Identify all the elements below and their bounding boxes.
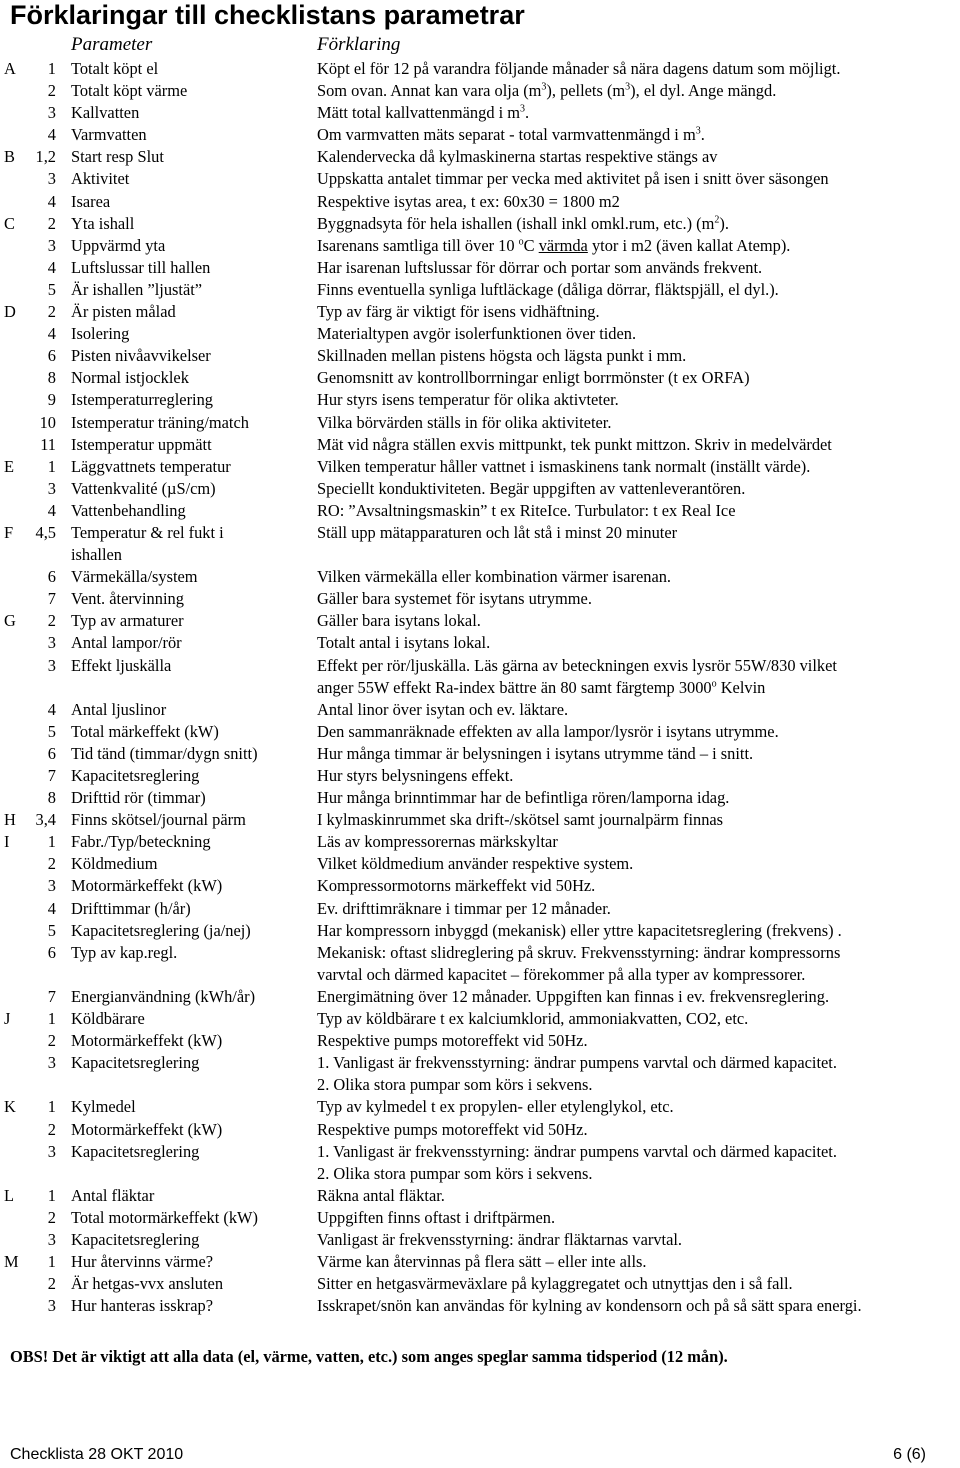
table-row [0,1096,960,1118]
table-row [0,301,960,323]
parameter-name: Typ av armaturer [71,611,184,631]
parameter-name: Vent. återvinning [71,589,184,609]
table-row [0,831,960,853]
table-row [0,124,960,146]
parameter-name: Kapacitetsreglering [71,1229,200,1249]
parameter-explanation: Värme kan återvinnas på flera sätt – eller inte alls. [317,1252,647,1272]
item-number: 1 [47,59,56,78]
parameter-explanation: Vilka börvärden ställs in för olika aktiviteter. [317,412,612,432]
item-number: 3 [47,169,56,189]
table-row [0,1273,960,1295]
item-number: 4,5 [35,522,56,542]
parameter-explanation: Gäller bara isytans lokal. [317,611,481,631]
parameter-name: Vattenbehandling [71,500,186,520]
section-letter: B [4,147,15,167]
parameter-name: Är hetgas-vvx ansluten [71,1274,224,1294]
item-number: 3,4 [35,810,56,830]
table-row [0,721,960,743]
table-row [0,168,960,190]
parameter-explanation: Kalendervecka då kylmaskinerna startas respektive stängs av [317,147,718,167]
parameter-name: Kapacitetsreglering [71,1053,200,1073]
parameter-name: Finns skötsel/journal pärm [71,810,246,830]
table-row [0,765,960,787]
table-row [0,102,960,124]
item-number: 6 [47,346,56,366]
item-number: 7 [47,589,56,609]
item-number: 4 [47,125,56,145]
parameter-explanation: Ställ upp mätapparaturen och låt stå i minst 20 minuter [317,522,678,542]
parameter-name: Hur återvinns värme? [71,1252,213,1272]
item-number: 2 [47,854,56,874]
section-letter: J [4,1009,11,1029]
section-letter: E [4,456,15,476]
table-row [0,1030,960,1052]
table-row [0,323,960,345]
item-number: 9 [47,390,56,410]
item-number: 3 [47,876,56,896]
parameter-explanation: Antal linor över isytan och ev. läktare. [317,699,569,719]
item-number: 3 [47,103,56,123]
parameter-explanation: I kylmaskinrummet ska drift-/skötsel samt journalpärm finnas [317,810,724,830]
table-row [0,522,960,566]
parameter-explanation: Energimätning över 12 månader. Uppgiften kan finnas i ev. frekvensreglering. [317,986,830,1006]
section-letter: A [4,59,16,78]
item-number: 2 [47,1031,56,1051]
item-number: 4 [47,191,56,211]
item-number: 1 [47,1185,56,1205]
parameter-explanation: Skillnaden mellan pistens högsta och lägsta punkt i mm. [317,346,687,366]
table-row [0,80,960,102]
item-number: 8 [47,788,56,808]
table-row [0,456,960,478]
table-row [0,920,960,942]
parameter-explanation: Totalt antal i isytans lokal. [317,633,491,653]
table-row [0,986,960,1008]
table-row [0,367,960,389]
table-row [0,1229,960,1251]
parameter-name: Är pisten målad [71,302,176,322]
parameter-name: Yta ishall [71,213,135,233]
parameter-name: Kylmedel [71,1097,136,1117]
table-row [0,213,960,235]
parameter-explanation: Gäller bara systemet för isytans utrymme. [317,589,592,609]
item-number: 3 [47,655,56,675]
parameter-explanation: Hur många timmar är belysningen i isytans utrymme tänd – i snitt. [317,743,754,763]
parameter-name: Läggvattnets temperatur [71,456,231,476]
parameter-name: Aktivitet [71,169,130,189]
item-number: 1 [47,456,56,476]
table-row [0,257,960,279]
table-row [0,566,960,588]
section-letter: L [4,1185,15,1205]
parameter-name: Tid tänd (timmar/dygn snitt) [71,743,258,763]
parameter-explanation: Finns eventuella synliga luftläckage (dåliga dörrar, fläktspjäll, el dyl.). [317,279,779,299]
section-letter: M [4,1252,19,1272]
item-number: 4 [47,324,56,344]
parameter-name: Motormärkeffekt (kW) [71,1031,223,1051]
table-row [0,345,960,367]
section-letter: F [4,522,14,542]
item-number: 7 [47,986,56,1006]
parameter-name: Varmvatten [71,125,147,145]
footer-page-number: 6 (6) [893,1446,926,1463]
parameter-explanation: Läs av kompressorernas märkskyltar [317,832,558,852]
parameter-explanation: Materialtypen avgör isolerfunktionen över tiden. [317,324,637,344]
parameter-explanation: 1. Vanligast är frekvensstyrning: ändrar pumpens varvtal och därmed kapacitet. 2. Olika stora pumpar som körs i sekvens. [317,1141,837,1183]
parameter-name: Antal fläktar [71,1185,155,1205]
parameter-name: Effekt ljuskälla [71,655,172,675]
table-row [0,809,960,831]
parameter-name: Motormärkeffekt (kW) [71,876,223,896]
parameter-name: Temperatur & rel fukt i ishallen [71,522,224,565]
parameter-name: Uppvärmd yta [71,235,166,255]
parameter-name: Vattenkvalité (µS/cm) [71,478,216,498]
column-header-explanation: Förklaring [317,34,401,55]
table-row [0,853,960,875]
item-number: 3 [47,1053,56,1073]
parameter-explanation: Effekt per rör/ljuskälla. Läs gärna av beteckningen exvis lysrör 55W/830 vilket anger 55W effekt Ra-index bättre än 80 samt färgtemp 3000$^o$ Kelvin [317,655,837,697]
parameter-explanation: Respektive pumps motoreffekt vid 50Hz. [317,1031,588,1051]
parameter-name: Totalt köpt värme [71,81,188,101]
item-number: 3 [47,478,56,498]
parameter-name: Istemperatur träning/match [71,412,249,432]
section-letter: K [4,1097,16,1117]
table-row [0,1185,960,1207]
item-number: 2 [47,611,56,631]
parameter-name: Drifttimmar (h/år) [71,898,191,918]
table-row [0,1119,960,1141]
parameter-name: Istemperatur uppmätt [71,434,212,454]
item-number: 5 [47,920,56,940]
table-row [0,898,960,920]
parameter-explanation: RO: ”Avsaltningsmaskin” t ex RiteIce. Turbulator: t ex Real Ice [317,500,736,520]
parameter-name: Antal lampor/rör [71,633,182,653]
parameter-name: Isarea [71,191,111,211]
parameter-explanation: Uppskatta antalet timmar per vecka med aktivitet på isen i snitt över säsongen [317,169,829,189]
parameter-name: Normal istjocklek [71,368,189,388]
table-row [0,1207,960,1229]
item-number: 8 [47,368,56,388]
table-row [0,500,960,522]
parameter-name: Värmekälla/system [71,567,198,587]
parameter-explanation: Vanligast är frekvensstyrning: ändrar fläktarnas varvtal. [317,1229,683,1249]
parameter-name: Luftslussar till hallen [71,257,211,277]
parameter-name: Kapacitetsreglering (ja/nej) [71,920,251,940]
parameter-explanation: Vilket köldmedium använder respektive system. [317,854,634,874]
table-row [0,699,960,721]
item-number: 3 [47,1296,56,1316]
table-row [0,1141,960,1185]
parameter-name: Kapacitetsreglering [71,766,200,785]
parameter-explanation: Hur många brinntimmar har de befintliga rören/lamporna idag. [317,788,730,808]
note: OBS! Det är viktigt att alla data (el, värme, vatten, etc.) som anges speglar samma tidsperiod (12 mån). [10,1347,728,1366]
table-row [0,146,960,168]
parameter-explanation: 1. Vanligast är frekvensstyrning: ändrar pumpens varvtal och därmed kapacitet. 2. Olika stora pumpar som körs i sekvens. [317,1053,837,1095]
section-letter: H [4,810,16,830]
parameter-name: Total motormärkeffekt (kW) [71,1207,258,1227]
item-number: 3 [47,1141,56,1161]
parameter-name: Pisten nivåavvikelser [71,346,211,366]
section-letter: C [4,213,15,233]
item-number: 1 [47,1009,56,1029]
item-number: 4 [47,257,56,277]
parameter-explanation: Om varmvatten mäts separat - total varmvattenmängd i $m^3$. [317,125,705,145]
table-row [0,588,960,610]
table-row [0,942,960,986]
item-number: 6 [47,942,56,962]
section-letter: I [4,832,10,852]
parameter-explanation: Mät vid några ställen exvis mittpunkt, tek punkt mittzon. Skriv in medelvärdet [317,434,832,454]
item-number: 5 [47,721,56,741]
parameter-name: Köldmedium [71,854,158,874]
table-row [0,1008,960,1030]
parameter-name: Typ av kap.regl. [71,942,178,962]
item-number: 7 [47,766,56,785]
item-number: 6 [47,743,56,763]
parameter-name: Istemperaturreglering [71,390,213,410]
parameter-explanation: Isskrapet/snön kan användas för kylning av kondensorn och på så sätt spara energi. [317,1296,862,1316]
parameter-name: Köldbärare [71,1009,145,1029]
parameter-explanation: Den sammanräknade effekten av alla lampor/lysrör i isytans utrymme. [317,721,779,741]
table-row [0,655,960,699]
parameter-name: Kapacitetsreglering [71,1141,200,1161]
table-row [0,875,960,897]
page-title: Förklaringar till checklistans parametrar [10,0,525,30]
parameter-explanation: Har isarenan luftslussar för dörrar och portar som används frekvent. [317,257,763,277]
item-number: 2 [47,1274,56,1294]
item-number: 1,2 [35,147,56,167]
item-number: 4 [47,699,56,719]
parameter-explanation: Köpt el för 12 på varandra följande månader så nära dagens datum som möjligt. [317,59,841,78]
item-number: 2 [47,302,56,322]
table-row [0,787,960,809]
parameter-explanation: Uppgiften finns oftast i driftpärmen. [317,1207,556,1227]
parameter-explanation: Ev. drifttimräknare i timmar per 12 månader. [317,898,611,918]
parameter-name: Kallvatten [71,103,140,123]
parameter-explanation: Har kompressorn inbyggd (mekanisk) eller yttre kapacitetsreglering (frekvens) . [317,920,842,940]
table-row [0,389,960,411]
item-number: 5 [47,279,56,299]
table-row [0,610,960,632]
item-number: 3 [47,1229,56,1249]
table-row [0,235,960,257]
item-number: 3 [47,235,56,255]
item-number: 1 [47,1252,56,1272]
parameter-explanation: Isarenans samtliga till över 10 $^o$C värmda ytor i m2 (även kallat Atemp). [317,235,791,255]
item-number: 6 [47,567,56,587]
item-number: 4 [47,500,56,520]
item-number: 2 [47,1207,56,1227]
column-header-parameter: Parameter [71,34,153,55]
table-row [0,1052,960,1096]
item-number: 10 [39,412,56,432]
table-row [0,478,960,500]
parameter-name: Start resp Slut [71,147,164,167]
table-row [0,279,960,301]
parameter-explanation: Respektive isytas area, t ex: 60x30 = 1800 m2 [317,191,620,211]
parameter-name: Energianvändning (kWh/år) [71,986,256,1006]
item-number: 2 [47,81,56,101]
item-number: 11 [40,434,56,454]
table-row [0,1251,960,1273]
parameter-name: Isolering [71,324,130,344]
parameter-explanation: Byggnadsyta för hela ishallen (ishall inkl omkl.rum, etc.) $(m^2)$. [317,213,729,233]
parameter-name: Hur hanteras isskrap? [71,1296,214,1316]
parameter-explanation: Speciellt konduktiviteten. Begär uppgiften av vattenleverantören. [317,478,746,498]
parameter-explanation: Typ av färg är viktigt för isens vidhäftning. [317,302,600,322]
parameter-name: Är ishallen ”ljustät” [71,279,203,299]
item-number: 3 [47,633,56,653]
table-row [0,632,960,654]
parameter-name: Totalt köpt el [71,59,159,78]
table-row [0,1295,960,1317]
parameter-explanation: Vilken temperatur håller vattnet i ismaskinens tank normalt (inställt värde). [317,456,811,476]
item-number: 1 [47,1097,56,1117]
parameter-explanation: Respektive pumps motoreffekt vid 50Hz. [317,1119,588,1139]
parameter-explanation: Som ovan. Annat kan vara olja $(m^3)$, pellets $(m^3)$, el dyl. Ange mängd. [317,81,777,101]
parameter-explanation: Räkna antal fläktar. [317,1185,445,1205]
item-number: 2 [47,213,56,233]
footer-document-name: Checklista 28 OKT 2010 [10,1446,184,1463]
parameter-name: Motormärkeffekt (kW) [71,1119,223,1139]
parameter-name: Antal ljuslinor [71,699,167,719]
item-number: 1 [47,832,56,852]
item-number: 4 [47,898,56,918]
table-row [0,743,960,765]
parameter-name: Total märkeffekt (kW) [71,721,219,741]
parameter-explanation: Typ av köldbärare t ex kalciumklorid, ammoniakvatten, CO2, etc. [317,1009,749,1029]
section-letter: D [4,302,16,322]
parameter-name: Fabr./Typ/beteckning [71,832,211,852]
item-number: 2 [47,1119,56,1139]
table-row [0,412,960,434]
parameter-explanation: Genomsnitt av kontrollborrningar enligt borrmönster (t ex ORFA) [317,368,750,388]
parameter-explanation: Hur styrs isens temperatur för olika aktivteter. [317,390,619,410]
table-row [0,191,960,213]
parameter-explanation: Vilken värmekälla eller kombination värmer isarenan. [317,567,672,587]
section-letter: G [4,611,16,631]
parameter-explanation: Hur styrs belysningens effekt. [317,766,514,785]
parameter-explanation: Mätt total kallvattenmängd i $m^3$. [317,103,530,123]
table-row [0,58,960,80]
parameter-explanation: Kompressormotorns märkeffekt vid 50Hz. [317,876,596,896]
parameter-name: Drifttid rör (timmar) [71,788,206,808]
parameter-explanation: Typ av kylmedel t ex propylen- eller etylenglykol, etc. [317,1097,674,1117]
table-row [0,434,960,456]
parameter-explanation: Mekanisk: oftast slidreglering på skruv. Frekvensstyrning: ändrar kompressorns varvtal och därmed kapacitet – förekommer på alla typer av kompressorer. [317,942,841,984]
parameter-explanation: Sitter en hetgasvärmeväxlare på kylaggregatet och utnyttjas den i så fall. [317,1274,793,1294]
parameter-table [0,58,960,1317]
